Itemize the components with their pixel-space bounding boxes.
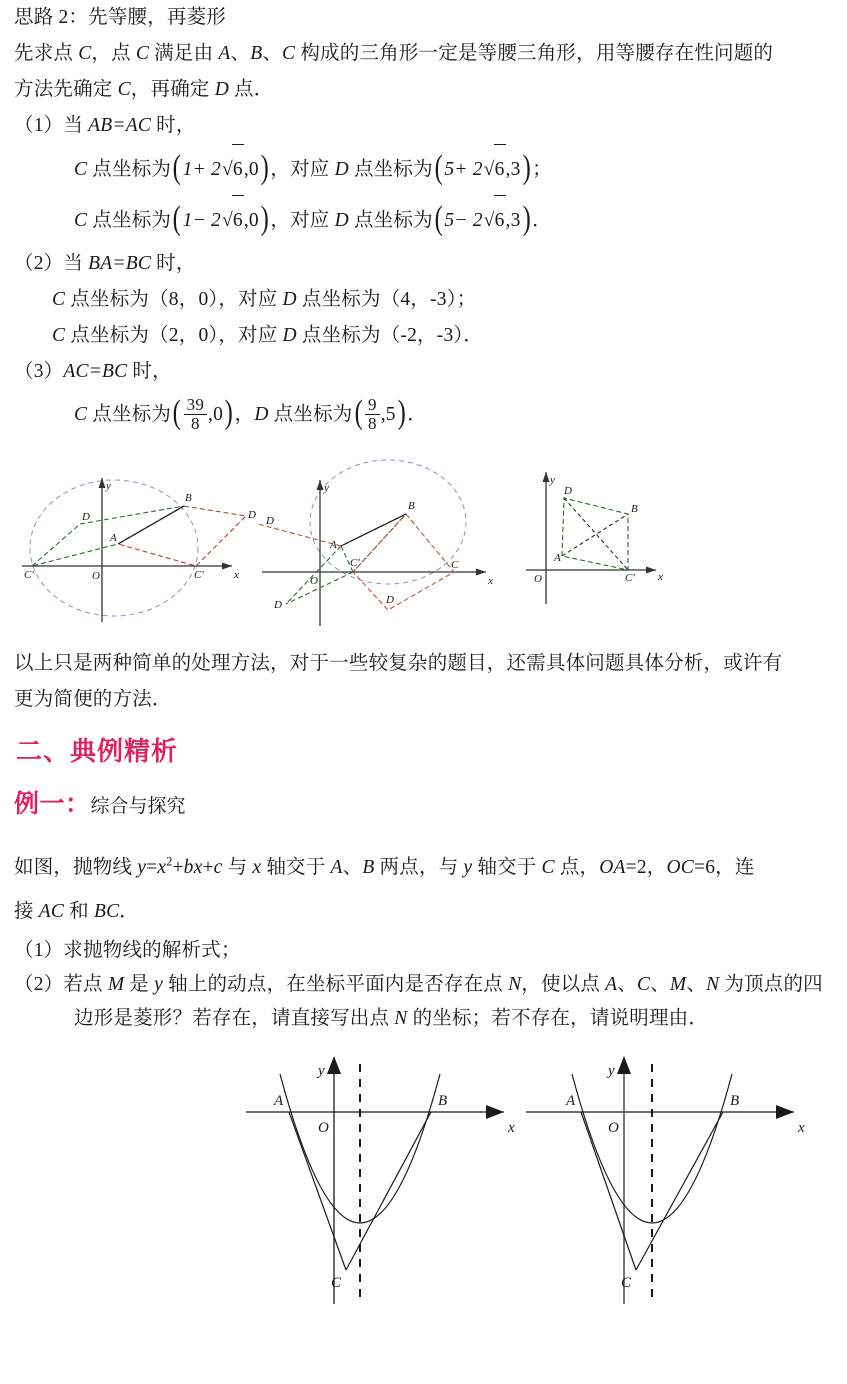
stem-line2-a: 接 bbox=[14, 901, 39, 922]
label-C-right-1: C' bbox=[194, 569, 204, 581]
x-axis-arrow-4 bbox=[486, 1105, 504, 1119]
case1-l1-coordB: ,0 bbox=[243, 159, 259, 180]
case1-l1-mid2: 点坐标为 bbox=[348, 159, 433, 180]
label-B-2: B bbox=[408, 500, 415, 512]
case2-l1-D: D bbox=[282, 289, 297, 310]
chord-CB-4 bbox=[346, 1112, 431, 1270]
x-axis-arrow-2 bbox=[476, 569, 486, 576]
label-B-3: B bbox=[631, 503, 638, 515]
figure-row-isosceles bbox=[0, 456, 847, 628]
q2-var-N: N bbox=[508, 974, 522, 995]
section-heading-siLu2: 思路 2：先等腰，再菱形 bbox=[14, 7, 227, 28]
figure-4-container bbox=[246, 1042, 526, 1308]
sqrt-4-radicand: 6 bbox=[494, 195, 506, 246]
x-axis-arrow-5 bbox=[776, 1105, 794, 1119]
case1-l2-join: ，对应 bbox=[270, 210, 335, 231]
y-axis-arrow-4 bbox=[327, 1056, 341, 1074]
case2-l1-C: C bbox=[52, 289, 66, 310]
q2-var-M2: M bbox=[669, 974, 687, 995]
case1-prefix: （1）当 bbox=[14, 115, 89, 136]
sqrt-3: √6 bbox=[221, 195, 244, 246]
case1-l2-end: ． bbox=[532, 210, 552, 231]
case2-l2-text: 点坐标为（2，0），对应 bbox=[65, 325, 283, 346]
segment-AB-1 bbox=[118, 506, 184, 544]
x-axis-arrow-3 bbox=[646, 567, 656, 574]
label-O-4: O bbox=[318, 1120, 329, 1136]
case2-line2 bbox=[0, 318, 847, 354]
case3-suffix: 时， bbox=[127, 361, 172, 382]
intro-text-3: 满足由 bbox=[149, 43, 219, 64]
figure-2-container bbox=[258, 454, 508, 630]
var-B: B bbox=[250, 43, 263, 64]
stem-var-A: A bbox=[330, 857, 343, 878]
q2-var-M: M bbox=[107, 974, 125, 995]
case3-coord1b: ,0 bbox=[208, 404, 224, 425]
circle-locus-1 bbox=[30, 480, 198, 616]
equation-plus-1: + bbox=[172, 857, 184, 878]
q2-var-N3: N bbox=[394, 1008, 408, 1029]
intro-line2-c: 点． bbox=[228, 79, 274, 100]
label-x-axis-3: x bbox=[658, 571, 663, 583]
equation-c: c bbox=[213, 857, 223, 878]
case1-l2-C: C bbox=[74, 210, 88, 231]
case1-condition: AB=AC bbox=[88, 115, 152, 136]
stem-text-f: 轴交于 bbox=[472, 857, 542, 878]
label-A-2: A bbox=[330, 539, 337, 551]
case1-label bbox=[0, 108, 847, 144]
y-axis-arrow-5 bbox=[617, 1056, 631, 1074]
stem-text-a: 如图，抛物线 bbox=[14, 857, 138, 878]
figure-5-container bbox=[526, 1042, 816, 1308]
var-C-4: C bbox=[117, 79, 131, 100]
label-x-axis-2: x bbox=[488, 575, 493, 587]
q2-var-A: A bbox=[605, 974, 618, 995]
label-y-axis-5: y bbox=[608, 1063, 615, 1079]
label-C-prime-2: C' bbox=[350, 557, 360, 569]
case2-line1 bbox=[0, 282, 847, 318]
stem-text-g: 点， bbox=[554, 857, 600, 878]
label-O-3: O bbox=[534, 573, 542, 585]
case1-l2-coord2B: ,3 bbox=[505, 210, 521, 231]
stem-line2-c: ． bbox=[119, 901, 139, 922]
label-x-axis-1: x bbox=[234, 569, 239, 581]
case3-coord2b: ,5 bbox=[380, 404, 396, 425]
intro-paragraph bbox=[0, 36, 847, 108]
label-A-3: A bbox=[554, 552, 561, 564]
label-O-2: O bbox=[310, 575, 318, 587]
case1-l2-mid: 点坐标为 bbox=[87, 210, 172, 231]
label-A-4: A bbox=[274, 1093, 284, 1109]
case1-l2-coord2A: 5− 2 bbox=[444, 210, 483, 231]
y-axis-arrow-1 bbox=[99, 478, 106, 488]
equation-x: x bbox=[157, 857, 167, 878]
green-rhombus-1 bbox=[32, 506, 184, 566]
fraction-39-8 bbox=[184, 396, 207, 434]
stem-text-b: 与 bbox=[222, 857, 253, 878]
fraction-denominator-1: 8 bbox=[184, 414, 207, 433]
label-D-red-2: D bbox=[386, 594, 394, 606]
figure-1-container bbox=[14, 456, 254, 628]
case3-mid2: 点坐标为 bbox=[268, 404, 353, 425]
circle-locus-2 bbox=[310, 460, 466, 584]
figure-3-svg bbox=[524, 458, 704, 608]
closing-line1: 以上只是两种简单的处理方法，对于一些较复杂的题目，还需具体问题具体分析，或许有 bbox=[14, 653, 783, 674]
label-y-axis-3: y bbox=[550, 474, 555, 486]
problem-statement bbox=[0, 846, 847, 934]
case2-prefix: （2）当 bbox=[14, 253, 89, 274]
section-2-title: 二、典例精析 bbox=[16, 737, 179, 766]
case2-label bbox=[0, 246, 847, 282]
q2-sep-1: 、 bbox=[617, 974, 637, 995]
case2-l2-C: C bbox=[52, 325, 66, 346]
stem-line2-b: 和 bbox=[64, 901, 94, 922]
q2-text-b: 是 bbox=[124, 974, 155, 995]
stem-var-y: y bbox=[463, 857, 473, 878]
case3-join: ， bbox=[234, 404, 255, 425]
label-y-axis-1: y bbox=[106, 480, 111, 492]
label-D-1: D bbox=[82, 511, 90, 523]
case1-l2-D: D bbox=[334, 210, 349, 231]
stem-sep-1: 、 bbox=[342, 857, 363, 878]
q2-var-y: y bbox=[154, 974, 163, 995]
sqrt-2: √6 bbox=[483, 144, 506, 195]
intro-line2-a: 方法先确定 bbox=[14, 79, 118, 100]
label-D-3: D bbox=[564, 485, 572, 497]
case2-suffix: 时， bbox=[151, 253, 196, 274]
figure-2-svg bbox=[258, 454, 508, 630]
case2-l1-text: 点坐标为（8，0），对应 bbox=[65, 289, 283, 310]
case3-condition: AC=BC bbox=[63, 361, 128, 382]
case2-condition: BA=BC bbox=[88, 253, 152, 274]
sqrt-1-radicand: 6 bbox=[232, 144, 244, 195]
diagonal-AB-3 bbox=[562, 514, 628, 556]
case1-line1: C 点坐标为(1+ 2√6,0)，对应 D 点坐标为(5+ 2√6,3)； bbox=[0, 144, 847, 195]
y-axis-arrow-2 bbox=[317, 480, 324, 490]
case3-line: C 点坐标为( $\frac{39}{8}$ ,0)，D 点坐标为( $\frac{9}{8}$ ,5)． bbox=[74, 394, 427, 434]
segment-AB-2 bbox=[341, 514, 406, 546]
case3-prefix: （3） bbox=[14, 361, 64, 382]
label-C-5: C bbox=[621, 1275, 632, 1291]
figure-row-parabola bbox=[0, 1042, 847, 1308]
stem-OA: OA bbox=[599, 857, 626, 878]
example-1-tag: 例一： bbox=[14, 791, 91, 818]
example-1-heading bbox=[0, 784, 847, 828]
red-edge-left-2 bbox=[258, 524, 341, 546]
q2-text-a: （2）若点 bbox=[14, 974, 108, 995]
case2-l1-end: 点坐标为（4，-3）； bbox=[296, 289, 477, 310]
q2-text-e: 为顶点 bbox=[719, 974, 784, 995]
q2-line2-b: 的坐标；若不存在，请说明理由． bbox=[407, 1008, 709, 1029]
var-C-3: C bbox=[282, 43, 296, 64]
label-D-green-2: D bbox=[274, 599, 282, 611]
y-axis-arrow-3 bbox=[543, 472, 550, 482]
case3-label bbox=[0, 354, 847, 390]
case3-mid: 点坐标为 bbox=[87, 404, 172, 425]
var-C-1: C bbox=[78, 43, 92, 64]
label-y-axis-2: y bbox=[324, 482, 329, 494]
intro-text-4: 构成的三角形一定是等腰三角形，用等腰存在性问题的 bbox=[295, 43, 774, 64]
label-O-5: O bbox=[608, 1120, 619, 1136]
label-D-far-2: D bbox=[266, 515, 274, 527]
case1-l2-coordA: 1− 2 bbox=[182, 210, 221, 231]
intro-text-2: ，点 bbox=[91, 43, 136, 64]
equation-eq: = bbox=[146, 857, 158, 878]
figure-1-svg bbox=[14, 456, 254, 628]
fraction-denominator-2: 8 bbox=[365, 414, 380, 433]
figure-3-container bbox=[524, 458, 704, 608]
case1-l1-end: ； bbox=[532, 159, 552, 180]
equation-exponent: 2 bbox=[166, 854, 173, 869]
equation-y: y bbox=[137, 857, 147, 878]
label-C-prime-3: C' bbox=[625, 572, 635, 584]
q2-line2-a: 的四边形是菱形？若存在，请直接写出点 bbox=[74, 974, 823, 1029]
stem-var-x: x bbox=[252, 857, 262, 878]
example-1-subtitle: 综合与探究 bbox=[90, 796, 186, 817]
var-C-2: C bbox=[135, 43, 150, 64]
case1-l1-coordA: 1+ 2 bbox=[182, 159, 221, 180]
label-B-5: B bbox=[730, 1093, 740, 1109]
q2-text-d: ，使以点 bbox=[521, 974, 606, 995]
label-D-right-1: D bbox=[248, 509, 256, 521]
case3-D: D bbox=[254, 404, 269, 425]
label-B-4: B bbox=[438, 1093, 448, 1109]
question-1: （1）求抛物线的解析式； bbox=[14, 940, 241, 961]
question-2 bbox=[0, 968, 847, 1036]
case2-l2-end: 点坐标为（-2，-3）． bbox=[296, 325, 484, 346]
case3-end: ． bbox=[407, 404, 427, 425]
label-x-axis-4: x bbox=[508, 1120, 515, 1136]
stem-OC: OC bbox=[666, 857, 695, 878]
red-rhombus-2 bbox=[353, 514, 454, 610]
red-rhombus-1 bbox=[118, 506, 246, 566]
sqrt-1: √6 bbox=[221, 144, 244, 195]
label-y-axis-4: y bbox=[318, 1063, 325, 1079]
equation-bx: bx bbox=[183, 857, 203, 878]
q2-var-C: C bbox=[637, 974, 651, 995]
var-D-1: D bbox=[214, 79, 229, 100]
label-C-2: C bbox=[451, 559, 459, 571]
sqrt-3-radicand: 6 bbox=[232, 195, 244, 246]
stem-AC: AC bbox=[38, 901, 65, 922]
green-parallelogram-3 bbox=[562, 498, 628, 570]
q2-sep-2: 、 bbox=[650, 974, 670, 995]
case1-l1-D: D bbox=[334, 159, 349, 180]
case3-C: C bbox=[74, 404, 88, 425]
intro-sep-1: 、 bbox=[230, 43, 251, 64]
case1-line2: C 点坐标为(1− 2√6,0)，对应 D 点坐标为(5− 2√6,3)． bbox=[0, 195, 847, 246]
figure-5-svg bbox=[526, 1042, 816, 1308]
fraction-numerator-1: 39 bbox=[186, 394, 205, 414]
stem-text-c: 轴交于 bbox=[261, 857, 331, 878]
stem-var-C: C bbox=[541, 857, 555, 878]
sqrt-4: √6 bbox=[483, 195, 506, 246]
figure-4-svg bbox=[246, 1042, 526, 1308]
label-A-5: A bbox=[566, 1093, 576, 1109]
stem-OC-value: =6，连 bbox=[694, 857, 755, 878]
diagonal-DC-3 bbox=[564, 498, 628, 570]
intro-text-1: 先求点 bbox=[14, 43, 79, 64]
case2-l2-D: D bbox=[282, 325, 297, 346]
stem-OA-value: =2， bbox=[625, 857, 667, 878]
stem-BC: BC bbox=[93, 901, 120, 922]
x-axis-arrow-1 bbox=[222, 563, 232, 570]
intro-line2-b: ，再确定 bbox=[130, 79, 215, 100]
label-C-left-1: C' bbox=[24, 569, 34, 581]
fraction-9-8 bbox=[365, 396, 380, 434]
intro-sep-2: 、 bbox=[262, 43, 283, 64]
q2-text-c: 轴上的动点，在坐标平面内是否存在点 bbox=[163, 974, 509, 995]
label-B-1: B bbox=[185, 492, 192, 504]
case1-l1-join: ，对应 bbox=[270, 159, 335, 180]
label-x-axis-5: x bbox=[798, 1120, 805, 1136]
label-C-4: C bbox=[331, 1275, 342, 1291]
case1-suffix: 时， bbox=[151, 115, 196, 136]
var-A: A bbox=[218, 43, 231, 64]
stem-var-B: B bbox=[362, 857, 375, 878]
closing-line2: 更为简便的方法． bbox=[14, 689, 172, 710]
case1-l1-C: C bbox=[74, 159, 88, 180]
case1-l1-coord2A: 5+ 2 bbox=[444, 159, 483, 180]
label-O-1: O bbox=[92, 570, 100, 582]
q2-sep-3: 、 bbox=[686, 974, 707, 995]
q2-var-N2: N bbox=[706, 974, 720, 995]
case1-l2-coordB: ,0 bbox=[243, 210, 259, 231]
closing-paragraph bbox=[0, 646, 847, 718]
label-A-1: A bbox=[110, 532, 117, 544]
chord-CB-5 bbox=[636, 1112, 723, 1270]
case1-l1-mid: 点坐标为 bbox=[87, 159, 172, 180]
fraction-numerator-2: 9 bbox=[368, 394, 377, 414]
equation-plus-2: + bbox=[202, 857, 214, 878]
stem-text-e: 两点，与 bbox=[374, 857, 464, 878]
case1-l1-coord2B: ,3 bbox=[505, 159, 521, 180]
sqrt-2-radicand: 6 bbox=[494, 144, 506, 195]
case1-l2-mid2: 点坐标为 bbox=[348, 210, 433, 231]
